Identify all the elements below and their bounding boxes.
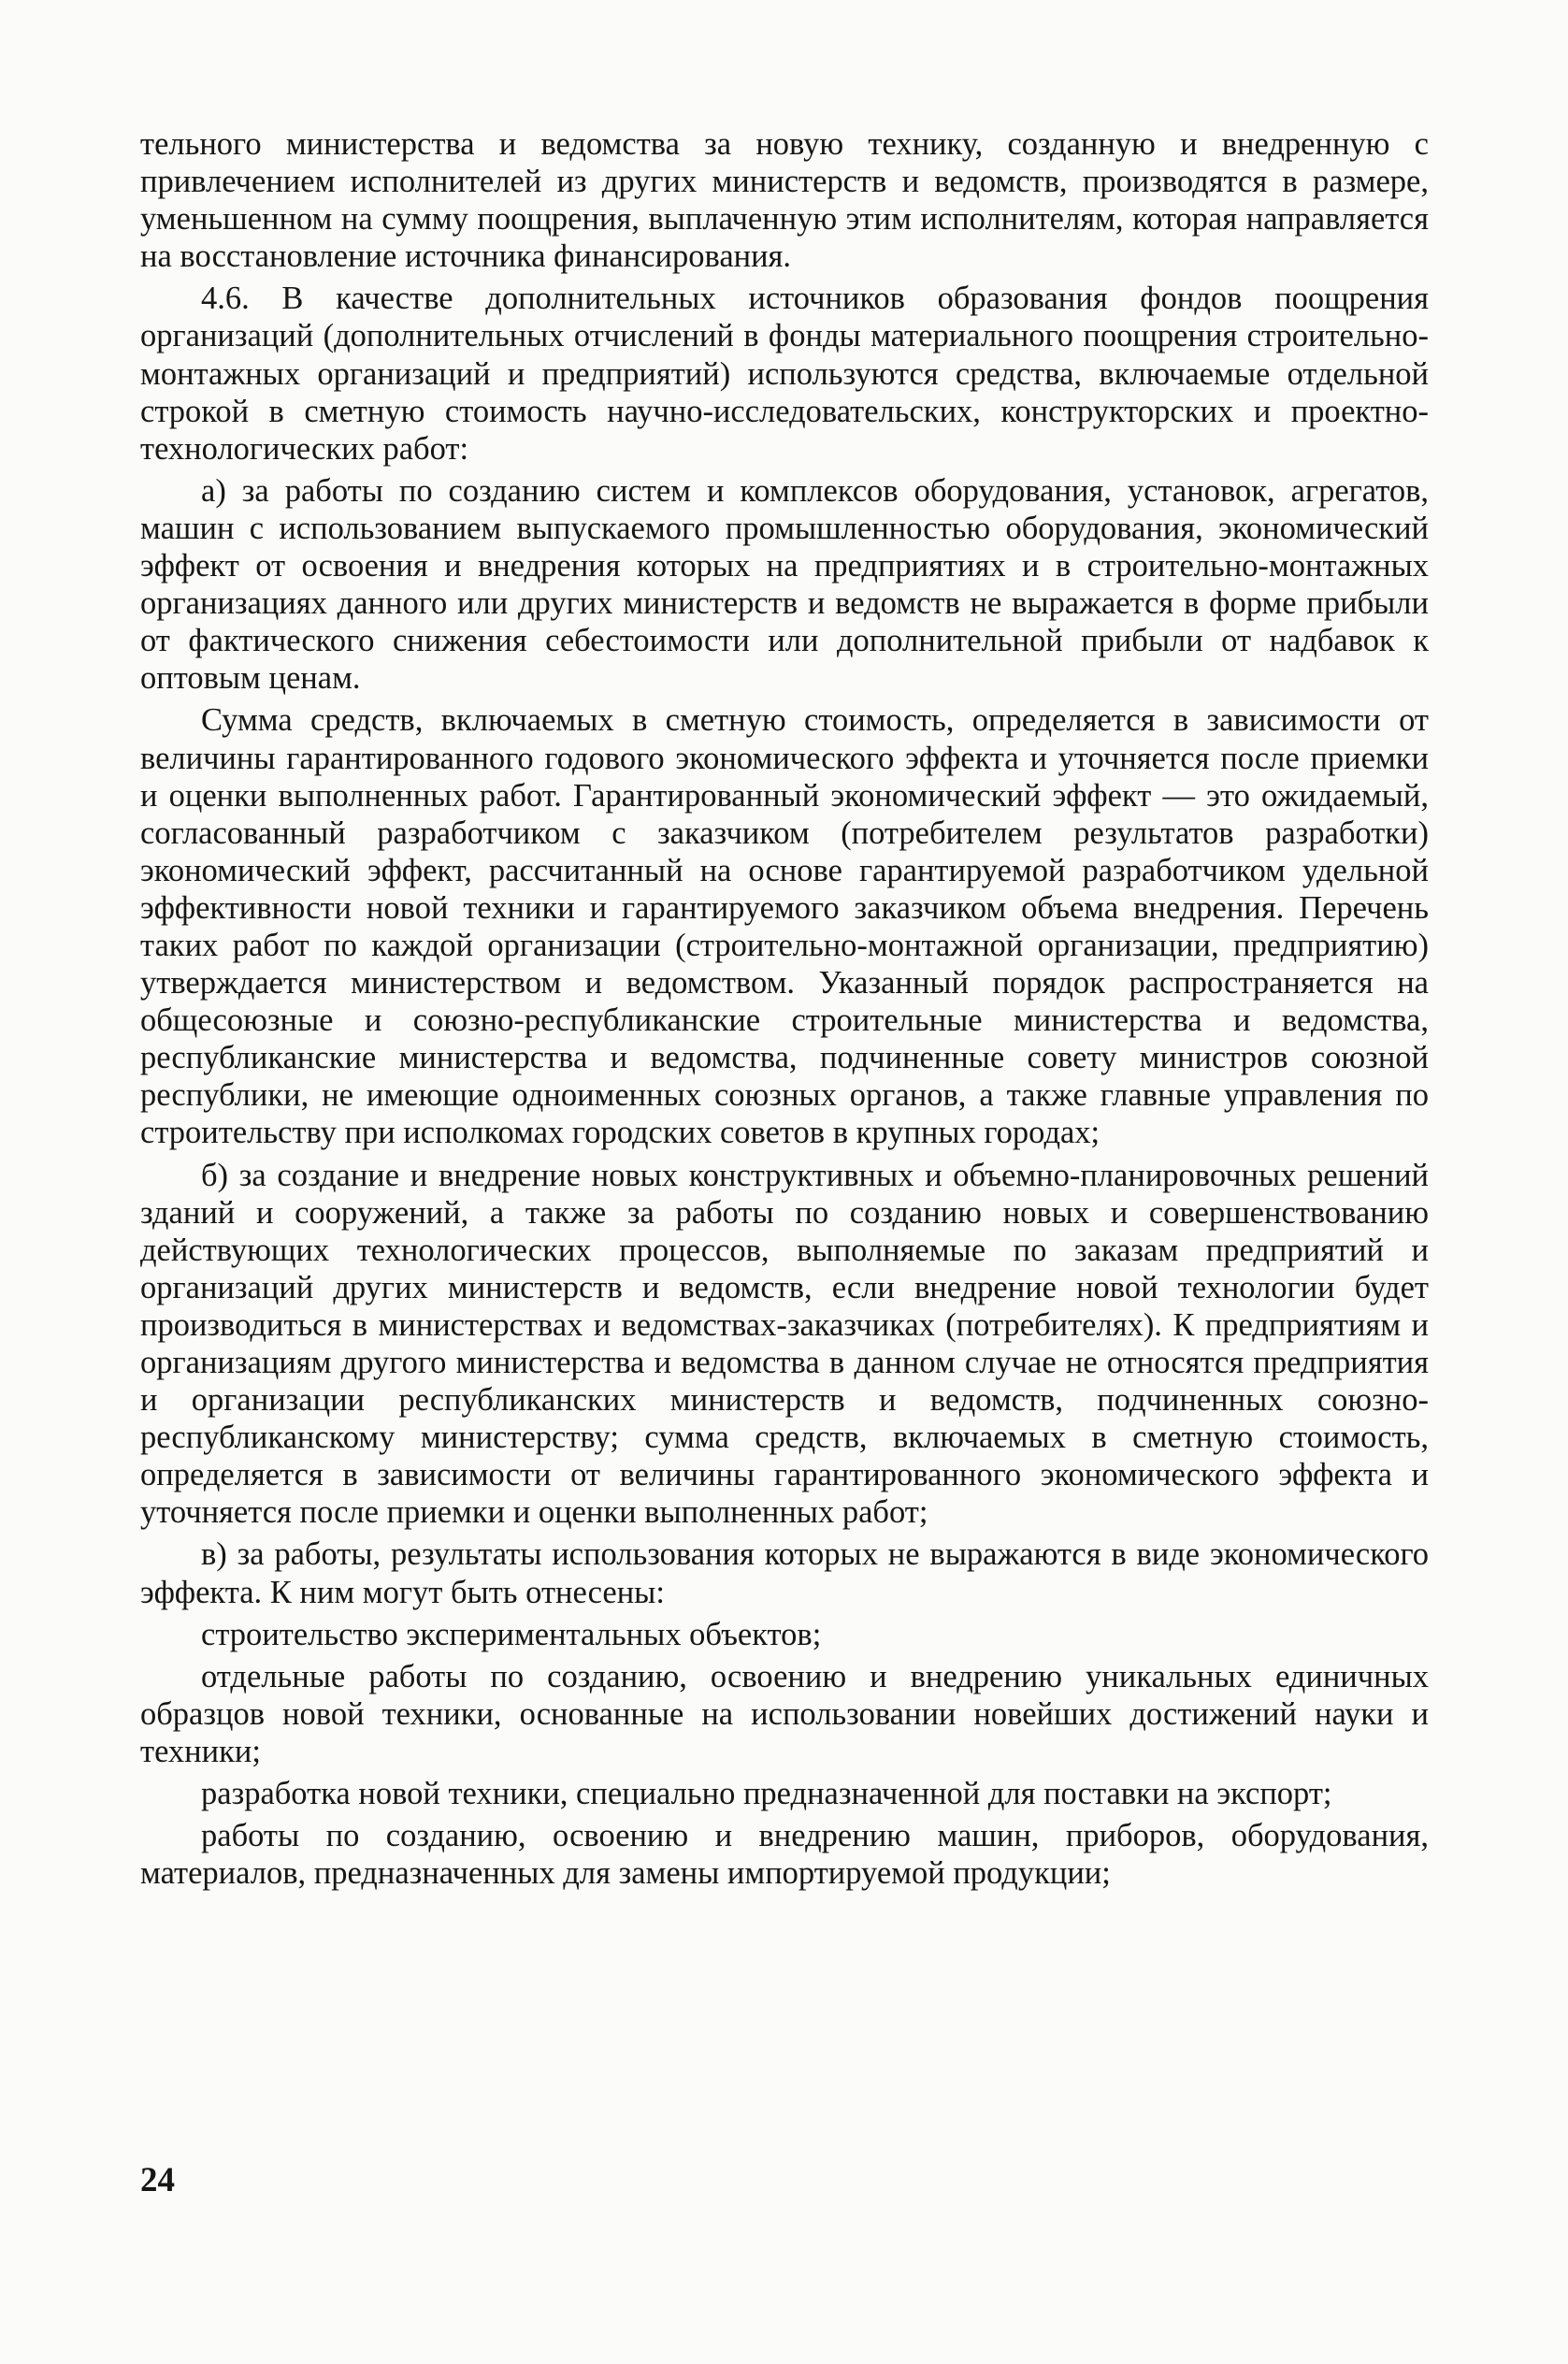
page-body xyxy=(140,125,1429,1892)
paragraph-unique-samples: отдельные работы по созданию, освоению и внедрению уникальных единичных образцов новой техники, основанные на использовании новейших достижений науки и техники; xyxy=(140,1658,1429,1769)
paragraph-item-b: б) за создание и внедрение новых конструктивных и объемно-планировочных решений зданий и сооружений, а также за работы по созданию новых и совершенствованию действующих технологических процессов, выполняемые по заказам предприятий и организаций других министерств и ведомств, если внедрение новой технологии будет производиться в министерствах и ведомствах-заказчиках (потребителях). К предприятиям и организациям другого министерства и ведомства в данном случае не относятся предприятия и организации республиканских министерств и ведомств, подчиненных союзно-республиканскому министерству; сумма средств, включаемых в сметную стоимость, определяется в зависимости от величины гарантированного экономического эффекта и уточняется после приемки и оценки выполненных работ; xyxy=(140,1157,1429,1531)
paragraph-continuation: тельного министерства и ведомства за новую технику, созданную и внедренную с привлечением исполнителей из других министерств и ведомств, производятся в размере, уменьшенном на сумму поощрения, выплаченную этим исполнителям, которая направляется на восстановление источника финансирования. xyxy=(140,126,1429,275)
paragraph-section-4-6: 4.6. В качестве дополнительных источников образования фондов поощрения организаций (дополнительных отчислений в фонды материального поощрения строительно-монтажных организаций и предприятий) используются средства, включаемые отдельной строкой в сметную стоимость научно-исследовательских, конструкторских и проектно-технологических работ: xyxy=(140,281,1429,467)
page-number: 24 xyxy=(140,2161,175,2199)
paragraph-export-technology: разработка новой техники, специально предназначенной для поставки на экспорт; xyxy=(201,1776,1332,1812)
paragraph-import-substitution: работы по созданию, освоению и внедрению машин, приборов, оборудования, материалов, предназначенных для замены импортируемой продукции; xyxy=(140,1818,1429,1892)
paragraph-item-v: в) за работы, результаты использования которых не выражаются в виде экономического эффекта. К ним могут быть отнесены: xyxy=(140,1536,1429,1610)
paragraph-item-a: а) за работы по созданию систем и комплексов оборудования, установок, агрегатов, машин с использованием выпускаемого промышленностью оборудования, экономический эффект от освоения и внедрения которых на предприятиях и в строительно-монтажных организациях данного или других министерств и ведомств не выражается в форме прибыли от фактического снижения себестоимости или дополнительной прибыли от надбавок к оптовым ценам. xyxy=(140,472,1429,697)
paragraph-experimental-objects: строительство экспериментальных объектов; xyxy=(201,1616,822,1652)
paragraph-sum-of-funds: Сумма средств, включаемых в сметную стоимость, определяется в зависимости от величины гарантированного годового экономического эффекта и уточняется после приемки и оценки выполненных работ. Гарантированный экономический эффект — это ожидаемый, согласованный разработчиком с заказчиком (потребителем результатов разработки) экономический эффект, рассчитанный на основе гарантируемой разработчиком удельной эффективности новой техники и гарантируемого заказчиком объема внедрения. Перечень таких работ по каждой организации (строительно-монтажной организации, предприятию) утверждается министерством и ведомством. Указанный порядок распространяется на общесоюзные и союзно-республиканские строительные министерства и ведомства, республиканские министерства и ведомства, подчиненные совету министров союзной республики, не имеющие одноименных союзных органов, а также главные управления по строительству при исполкомах городских советов в крупных городах; xyxy=(140,702,1429,1151)
